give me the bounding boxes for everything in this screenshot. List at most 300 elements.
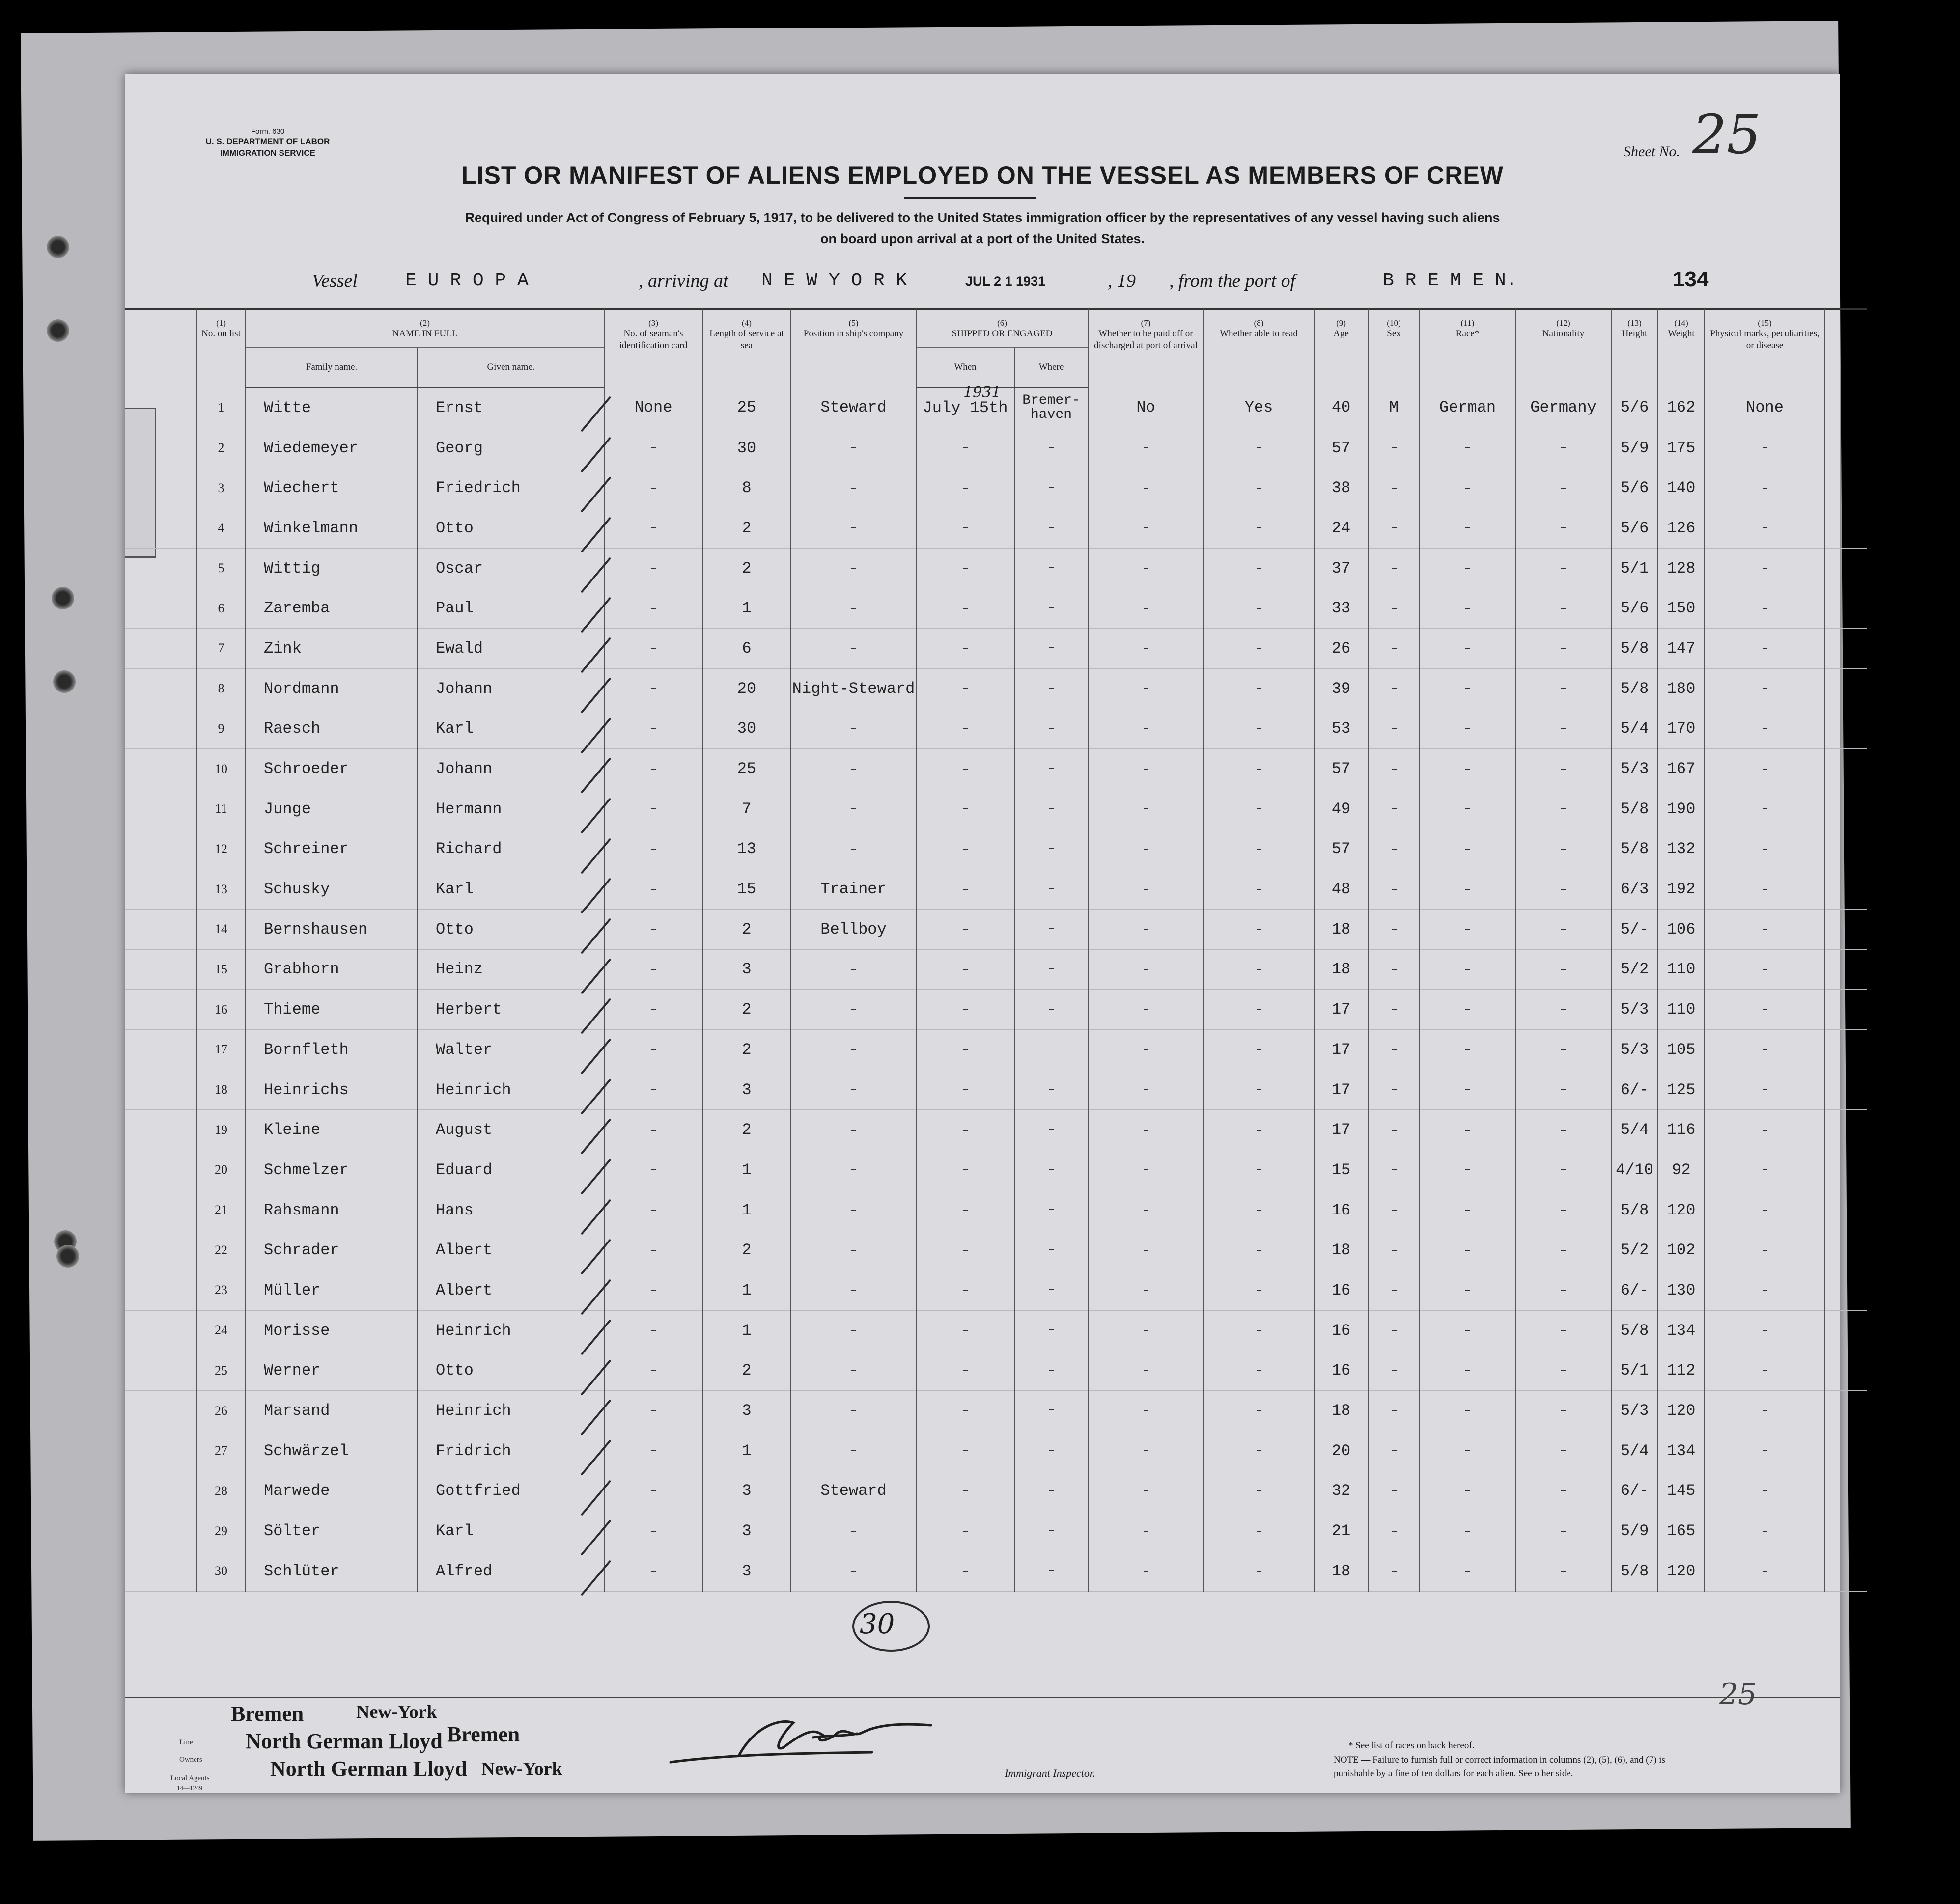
- ditto-mark: [1561, 488, 1566, 489]
- cell-length: 2: [702, 1110, 791, 1150]
- cell-height: 5/3: [1611, 990, 1658, 1030]
- cell-no: 28: [196, 1471, 246, 1511]
- cell-position: [791, 1230, 916, 1270]
- ditto-mark: [1257, 1410, 1261, 1411]
- vessel-info: [125, 267, 1840, 300]
- ditto-mark: [1392, 1571, 1397, 1572]
- cell-card: [604, 1551, 702, 1591]
- ditto-mark: [1465, 608, 1470, 609]
- cell-when: [916, 1030, 1014, 1070]
- cell-margin: [125, 548, 196, 588]
- cell-nationality: [1515, 1270, 1611, 1311]
- cell-marks: [1705, 869, 1825, 910]
- from-port-label: , from the port of: [1169, 271, 1296, 291]
- cell-sex: [1368, 990, 1420, 1030]
- ditto-mark: [1763, 1490, 1767, 1491]
- cell-nationality: [1515, 1190, 1611, 1230]
- ditto-mark: [1144, 969, 1148, 970]
- date-stamp: JUL 2 1 1931: [965, 274, 1046, 289]
- cell-sex: [1368, 548, 1420, 588]
- sheet-number-label: Sheet No.: [1624, 143, 1680, 160]
- ditto-mark: [651, 1531, 656, 1532]
- ditto-mark: [1049, 1249, 1054, 1250]
- ditto-mark: [651, 1571, 656, 1572]
- cell-margin: [125, 668, 196, 709]
- cell-where: [1014, 1030, 1088, 1070]
- cell-read: [1204, 548, 1314, 588]
- cell-sex: [1368, 1431, 1420, 1471]
- ditto-mark: [1049, 1570, 1054, 1571]
- cell-no: 3: [196, 468, 246, 508]
- ditto-mark: [1561, 1571, 1566, 1572]
- cell-blank: [1825, 1511, 1867, 1551]
- cell-where: [1014, 428, 1088, 468]
- cell-marks: [1705, 1511, 1825, 1551]
- ditto-mark: [1049, 647, 1054, 648]
- cell-length: 1: [702, 1190, 791, 1230]
- cell-given: Hermann: [418, 789, 604, 829]
- vessel-label: Vessel: [312, 271, 358, 291]
- cell-margin: [125, 1230, 196, 1270]
- cell-age: 57: [1314, 428, 1368, 468]
- cell-no: 12: [196, 829, 246, 869]
- cell-sex: [1368, 1150, 1420, 1190]
- ditto-mark: [1257, 808, 1261, 809]
- cell-margin: [125, 1070, 196, 1110]
- ditto-mark: [963, 728, 968, 729]
- cell-family: Wiedemeyer: [246, 428, 418, 468]
- cell-where: [1014, 1551, 1088, 1591]
- ditto-mark: [1561, 1450, 1566, 1451]
- ditto-mark: [1763, 728, 1767, 729]
- cell-age: 21: [1314, 1511, 1368, 1551]
- table-row: [125, 1431, 1867, 1471]
- cell-family: Rahsmann: [246, 1190, 418, 1230]
- cell-margin: [125, 949, 196, 990]
- cell-where: [1014, 749, 1088, 789]
- cell-read: [1204, 949, 1314, 990]
- ditto-mark: [1561, 1130, 1566, 1131]
- cell-position: [791, 1110, 916, 1150]
- header-sex: (10) Sex: [1368, 309, 1420, 388]
- header-family-name: Family name.: [246, 348, 418, 388]
- ditto-mark: [1465, 1370, 1470, 1371]
- cell-blank: [1825, 709, 1867, 749]
- ditto-mark: [1257, 1370, 1261, 1371]
- cell-position: Bellboy: [791, 909, 916, 949]
- ditto-mark: [1465, 889, 1470, 890]
- cell-family: Bernshausen: [246, 909, 418, 949]
- ditto-mark: [1465, 1250, 1470, 1251]
- cell-race: [1420, 1310, 1515, 1351]
- ditto-mark: [963, 808, 968, 809]
- cell-blank: [1825, 789, 1867, 829]
- ditto-mark: [1763, 969, 1767, 970]
- ditto-mark: [1392, 808, 1397, 809]
- header-race: (11) Race*: [1420, 309, 1515, 388]
- cell-blank: [1825, 1230, 1867, 1270]
- binder-hole: [47, 319, 69, 342]
- cell-where: [1014, 1110, 1088, 1150]
- cell-given: Herbert: [418, 990, 604, 1030]
- ditto-mark: [1144, 568, 1148, 569]
- cell-height: 5/3: [1611, 1391, 1658, 1431]
- cell-blank: [1825, 668, 1867, 709]
- cell-card: [604, 1391, 702, 1431]
- cell-race: [1420, 869, 1515, 910]
- cell-height: 5/3: [1611, 1030, 1658, 1070]
- ditto-mark: [1257, 608, 1261, 609]
- cell-race: [1420, 909, 1515, 949]
- cell-nationality: [1515, 1351, 1611, 1391]
- cell-weight: 190: [1658, 789, 1705, 829]
- ditto-mark: [963, 1009, 968, 1010]
- cell-position: [791, 468, 916, 508]
- cell-length: 2: [702, 990, 791, 1030]
- cell-paid: [1088, 1310, 1204, 1351]
- cell-no: 10: [196, 749, 246, 789]
- table-row: [125, 1190, 1867, 1230]
- cell-sex: [1368, 1030, 1420, 1070]
- cell-card: [604, 1230, 702, 1270]
- cell-read: [1204, 1030, 1314, 1070]
- ditto-mark: [851, 1169, 856, 1170]
- ditto-mark: [1763, 1370, 1767, 1371]
- ditto-mark: [1049, 487, 1054, 488]
- cell-blank: [1825, 387, 1867, 428]
- cell-when: [916, 1150, 1014, 1190]
- cell-nationality: [1515, 1471, 1611, 1511]
- cell-paid: [1088, 428, 1204, 468]
- ditto-mark: [651, 849, 656, 850]
- cell-position: [791, 1351, 916, 1391]
- ditto-mark: [1257, 1169, 1261, 1170]
- cell-when: [916, 709, 1014, 749]
- cell-race: [1420, 428, 1515, 468]
- list-number: 134: [1673, 267, 1709, 291]
- cell-sex: [1368, 1351, 1420, 1391]
- cell-family: Schwärzel: [246, 1431, 418, 1471]
- cell-when: [916, 629, 1014, 669]
- ditto-mark: [1392, 1531, 1397, 1532]
- cell-card: [604, 1471, 702, 1511]
- ditto-mark: [651, 527, 656, 528]
- cell-when: [916, 1471, 1014, 1511]
- cell-blank: [1825, 1190, 1867, 1230]
- ditto-mark: [1049, 1289, 1054, 1290]
- header-when: When: [916, 348, 1014, 388]
- cell-position: [791, 990, 916, 1030]
- cell-marks: [1705, 1110, 1825, 1150]
- cell-race: [1420, 1351, 1515, 1391]
- cell-race: [1420, 508, 1515, 549]
- cell-card: None: [604, 387, 702, 428]
- ditto-mark: [1257, 1089, 1261, 1090]
- ditto-mark: [1257, 1531, 1261, 1532]
- cell-age: 16: [1314, 1351, 1368, 1391]
- cell-position: [791, 428, 916, 468]
- ditto-mark: [1392, 1450, 1397, 1451]
- cell-marks: [1705, 990, 1825, 1030]
- cell-age: 18: [1314, 1230, 1368, 1270]
- ditto-mark: [851, 648, 856, 649]
- ditto-mark: [1144, 1370, 1148, 1371]
- cell-race: [1420, 949, 1515, 990]
- cell-marks: [1705, 1150, 1825, 1190]
- cell-paid: [1088, 1351, 1204, 1391]
- cell-age: 18: [1314, 1551, 1368, 1591]
- ditto-mark: [1392, 1089, 1397, 1090]
- ditto-mark: [1257, 1130, 1261, 1131]
- ditto-mark: [1392, 447, 1397, 448]
- ditto-mark: [1257, 1490, 1261, 1491]
- cell-length: 6: [702, 629, 791, 669]
- handwritten-year: 1931: [963, 384, 1001, 401]
- ditto-mark: [651, 1009, 656, 1010]
- cell-height: 5/-: [1611, 909, 1658, 949]
- cell-family: Werner: [246, 1351, 418, 1391]
- ditto-mark: [651, 1370, 656, 1371]
- binder-hole: [53, 670, 76, 693]
- cell-paid: [1088, 1431, 1204, 1471]
- cell-given: Karl: [418, 869, 604, 910]
- ditto-mark: [1392, 929, 1397, 930]
- cell-weight: 110: [1658, 990, 1705, 1030]
- service: IMMIGRATION SERVICE: [220, 148, 315, 158]
- cell-no: 9: [196, 709, 246, 749]
- cell-where: [1014, 1351, 1088, 1391]
- agents-label: Local Agents: [170, 1774, 210, 1782]
- cell-race: [1420, 749, 1515, 789]
- ditto-mark: [651, 969, 656, 970]
- ditto-mark: [1465, 808, 1470, 809]
- cell-nationality: [1515, 1310, 1611, 1351]
- cell-no: 17: [196, 1030, 246, 1070]
- left-margin-cell: [125, 309, 196, 388]
- header-shipped-engaged: (6) SHIPPED OR ENGAGED: [916, 309, 1088, 348]
- cell-nationality: [1515, 428, 1611, 468]
- cell-family: Thieme: [246, 990, 418, 1030]
- cell-sex: [1368, 869, 1420, 910]
- cell-weight: 145: [1658, 1471, 1705, 1511]
- cell-marks: [1705, 1431, 1825, 1471]
- cell-when: [916, 1551, 1014, 1591]
- cell-nationality: [1515, 949, 1611, 990]
- ditto-mark: [1465, 1531, 1470, 1532]
- cell-marks: [1705, 1351, 1825, 1391]
- cell-height: 5/2: [1611, 1230, 1658, 1270]
- ditto-mark: [1257, 929, 1261, 930]
- cell-family: Nordmann: [246, 668, 418, 709]
- ditto-mark: [1465, 929, 1470, 930]
- title-rule: [904, 197, 1036, 199]
- table-row: [125, 588, 1867, 629]
- cell-card: [604, 1110, 702, 1150]
- header-given-name: Given name.: [418, 348, 604, 388]
- owners-label: Owners: [179, 1756, 202, 1764]
- cell-no: 7: [196, 629, 246, 669]
- ditto-mark: [1763, 1410, 1767, 1411]
- ditto-mark: [651, 608, 656, 609]
- cell-blank: [1825, 588, 1867, 629]
- cell-where: [1014, 629, 1088, 669]
- cell-age: 53: [1314, 709, 1368, 749]
- cell-no: 22: [196, 1230, 246, 1270]
- cell-read: [1204, 1351, 1314, 1391]
- cell-length: 1: [702, 1310, 791, 1351]
- cell-length: 7: [702, 789, 791, 829]
- ditto-mark: [851, 808, 856, 809]
- ditto-mark: [851, 447, 856, 448]
- ditto-mark: [1257, 447, 1261, 448]
- cell-nationality: [1515, 548, 1611, 588]
- cell-paid: [1088, 1391, 1204, 1431]
- ditto-mark: [1561, 1210, 1566, 1211]
- ditto-mark: [1763, 568, 1767, 569]
- cell-nationality: [1515, 829, 1611, 869]
- ditto-mark: [963, 1250, 968, 1251]
- line-label: Line: [179, 1738, 193, 1746]
- cell-blank: [1825, 1150, 1867, 1190]
- table-row: [125, 1310, 1867, 1351]
- cell-sex: [1368, 789, 1420, 829]
- ditto-mark: [1763, 1330, 1767, 1331]
- cell-height: 6/-: [1611, 1471, 1658, 1511]
- ditto-mark: [1049, 567, 1054, 568]
- ditto-mark: [1561, 688, 1566, 689]
- cell-nationality: [1515, 629, 1611, 669]
- cell-sex: [1368, 468, 1420, 508]
- ditto-mark: [1144, 849, 1148, 850]
- cell-length: 3: [702, 1551, 791, 1591]
- cell-blank: [1825, 428, 1867, 468]
- cell-position: [791, 1310, 916, 1351]
- header-physical-marks: (15) Physical marks, peculiarities, or disease: [1705, 309, 1825, 388]
- cell-age: 38: [1314, 468, 1368, 508]
- cell-weight: 102: [1658, 1230, 1705, 1270]
- cell-length: 25: [702, 387, 791, 428]
- ditto-mark: [1049, 688, 1054, 689]
- ditto-mark: [1392, 1370, 1397, 1371]
- cell-sex: [1368, 428, 1420, 468]
- cell-when: [916, 428, 1014, 468]
- cell-margin: [125, 1150, 196, 1190]
- cell-nationality: [1515, 1431, 1611, 1471]
- cell-age: 57: [1314, 749, 1368, 789]
- ditto-mark: [1561, 1169, 1566, 1170]
- ditto-mark: [1465, 447, 1470, 448]
- cell-given: Alfred: [418, 1551, 604, 1591]
- cell-given: Ernst: [418, 387, 604, 428]
- ditto-mark: [1392, 1290, 1397, 1291]
- cell-no: 6: [196, 588, 246, 629]
- cell-height: 5/9: [1611, 1511, 1658, 1551]
- cell-margin: [125, 789, 196, 829]
- departure-port: B R E M E N.: [1383, 270, 1517, 291]
- ditto-mark: [1257, 728, 1261, 729]
- ditto-mark: [1257, 969, 1261, 970]
- cell-when: [916, 668, 1014, 709]
- cell-paid: [1088, 1110, 1204, 1150]
- ditto-mark: [1763, 1049, 1767, 1050]
- ditto-mark: [1561, 648, 1566, 649]
- table-row: [125, 1391, 1867, 1431]
- ditto-mark: [1561, 1049, 1566, 1050]
- header-seaman-card: (3) No. of seaman's identification card: [604, 309, 702, 388]
- cell-where: [1014, 909, 1088, 949]
- ditto-mark: [1561, 929, 1566, 930]
- ditto-mark: [1392, 849, 1397, 850]
- cell-marks: [1705, 668, 1825, 709]
- cell-paid: [1088, 588, 1204, 629]
- cell-nationality: [1515, 990, 1611, 1030]
- ditto-mark: [1763, 849, 1767, 850]
- ditto-mark: [963, 527, 968, 528]
- cell-where: [1014, 1310, 1088, 1351]
- ditto-mark: [1465, 568, 1470, 569]
- cell-race: [1420, 1471, 1515, 1511]
- cell-height: 5/6: [1611, 588, 1658, 629]
- ditto-mark: [1561, 447, 1566, 448]
- ditto-mark: [1392, 488, 1397, 489]
- cell-race: [1420, 1270, 1515, 1311]
- cell-no: 11: [196, 789, 246, 829]
- ditto-mark: [1049, 1169, 1054, 1170]
- ditto-mark: [1392, 527, 1397, 528]
- table-row: [125, 629, 1867, 669]
- ditto-mark: [1392, 769, 1397, 770]
- cell-position: [791, 1150, 916, 1190]
- cell-marks: [1705, 548, 1825, 588]
- ditto-mark: [851, 1210, 856, 1211]
- cell-when: [916, 789, 1014, 829]
- cell-card: [604, 1190, 702, 1230]
- cell-when: [916, 909, 1014, 949]
- cell-age: 17: [1314, 1030, 1368, 1070]
- ditto-mark: [1257, 1009, 1261, 1010]
- ditto-mark: [1392, 1250, 1397, 1251]
- ditto-mark: [851, 1250, 856, 1251]
- cell-age: 17: [1314, 1070, 1368, 1110]
- cell-height: 5/8: [1611, 1190, 1658, 1230]
- cell-paid: [1088, 829, 1204, 869]
- ditto-mark: [1049, 1450, 1054, 1451]
- cell-when: [916, 869, 1014, 910]
- cell-sex: [1368, 709, 1420, 749]
- table-row: [125, 1110, 1867, 1150]
- cell-given: Johann: [418, 668, 604, 709]
- cell-age: 18: [1314, 949, 1368, 990]
- races-note: * See list of races on back hereof.: [1348, 1740, 1475, 1751]
- cell-card: [604, 949, 702, 990]
- cell-margin: [125, 1431, 196, 1471]
- cell-when: [916, 1511, 1014, 1551]
- cell-margin: [125, 508, 196, 549]
- ditto-mark: [963, 929, 968, 930]
- cell-marks: [1705, 949, 1825, 990]
- cell-given: Albert: [418, 1270, 604, 1311]
- cell-position: [791, 749, 916, 789]
- ditto-mark: [1392, 1130, 1397, 1131]
- footer: [125, 1697, 1840, 1794]
- corner-note: 25: [1719, 1677, 1757, 1711]
- cell-paid: [1088, 789, 1204, 829]
- ditto-mark: [1465, 1049, 1470, 1050]
- ditto-mark: [1392, 568, 1397, 569]
- cell-height: 6/3: [1611, 869, 1658, 910]
- ditto-mark: [1257, 568, 1261, 569]
- cell-blank: [1825, 1351, 1867, 1391]
